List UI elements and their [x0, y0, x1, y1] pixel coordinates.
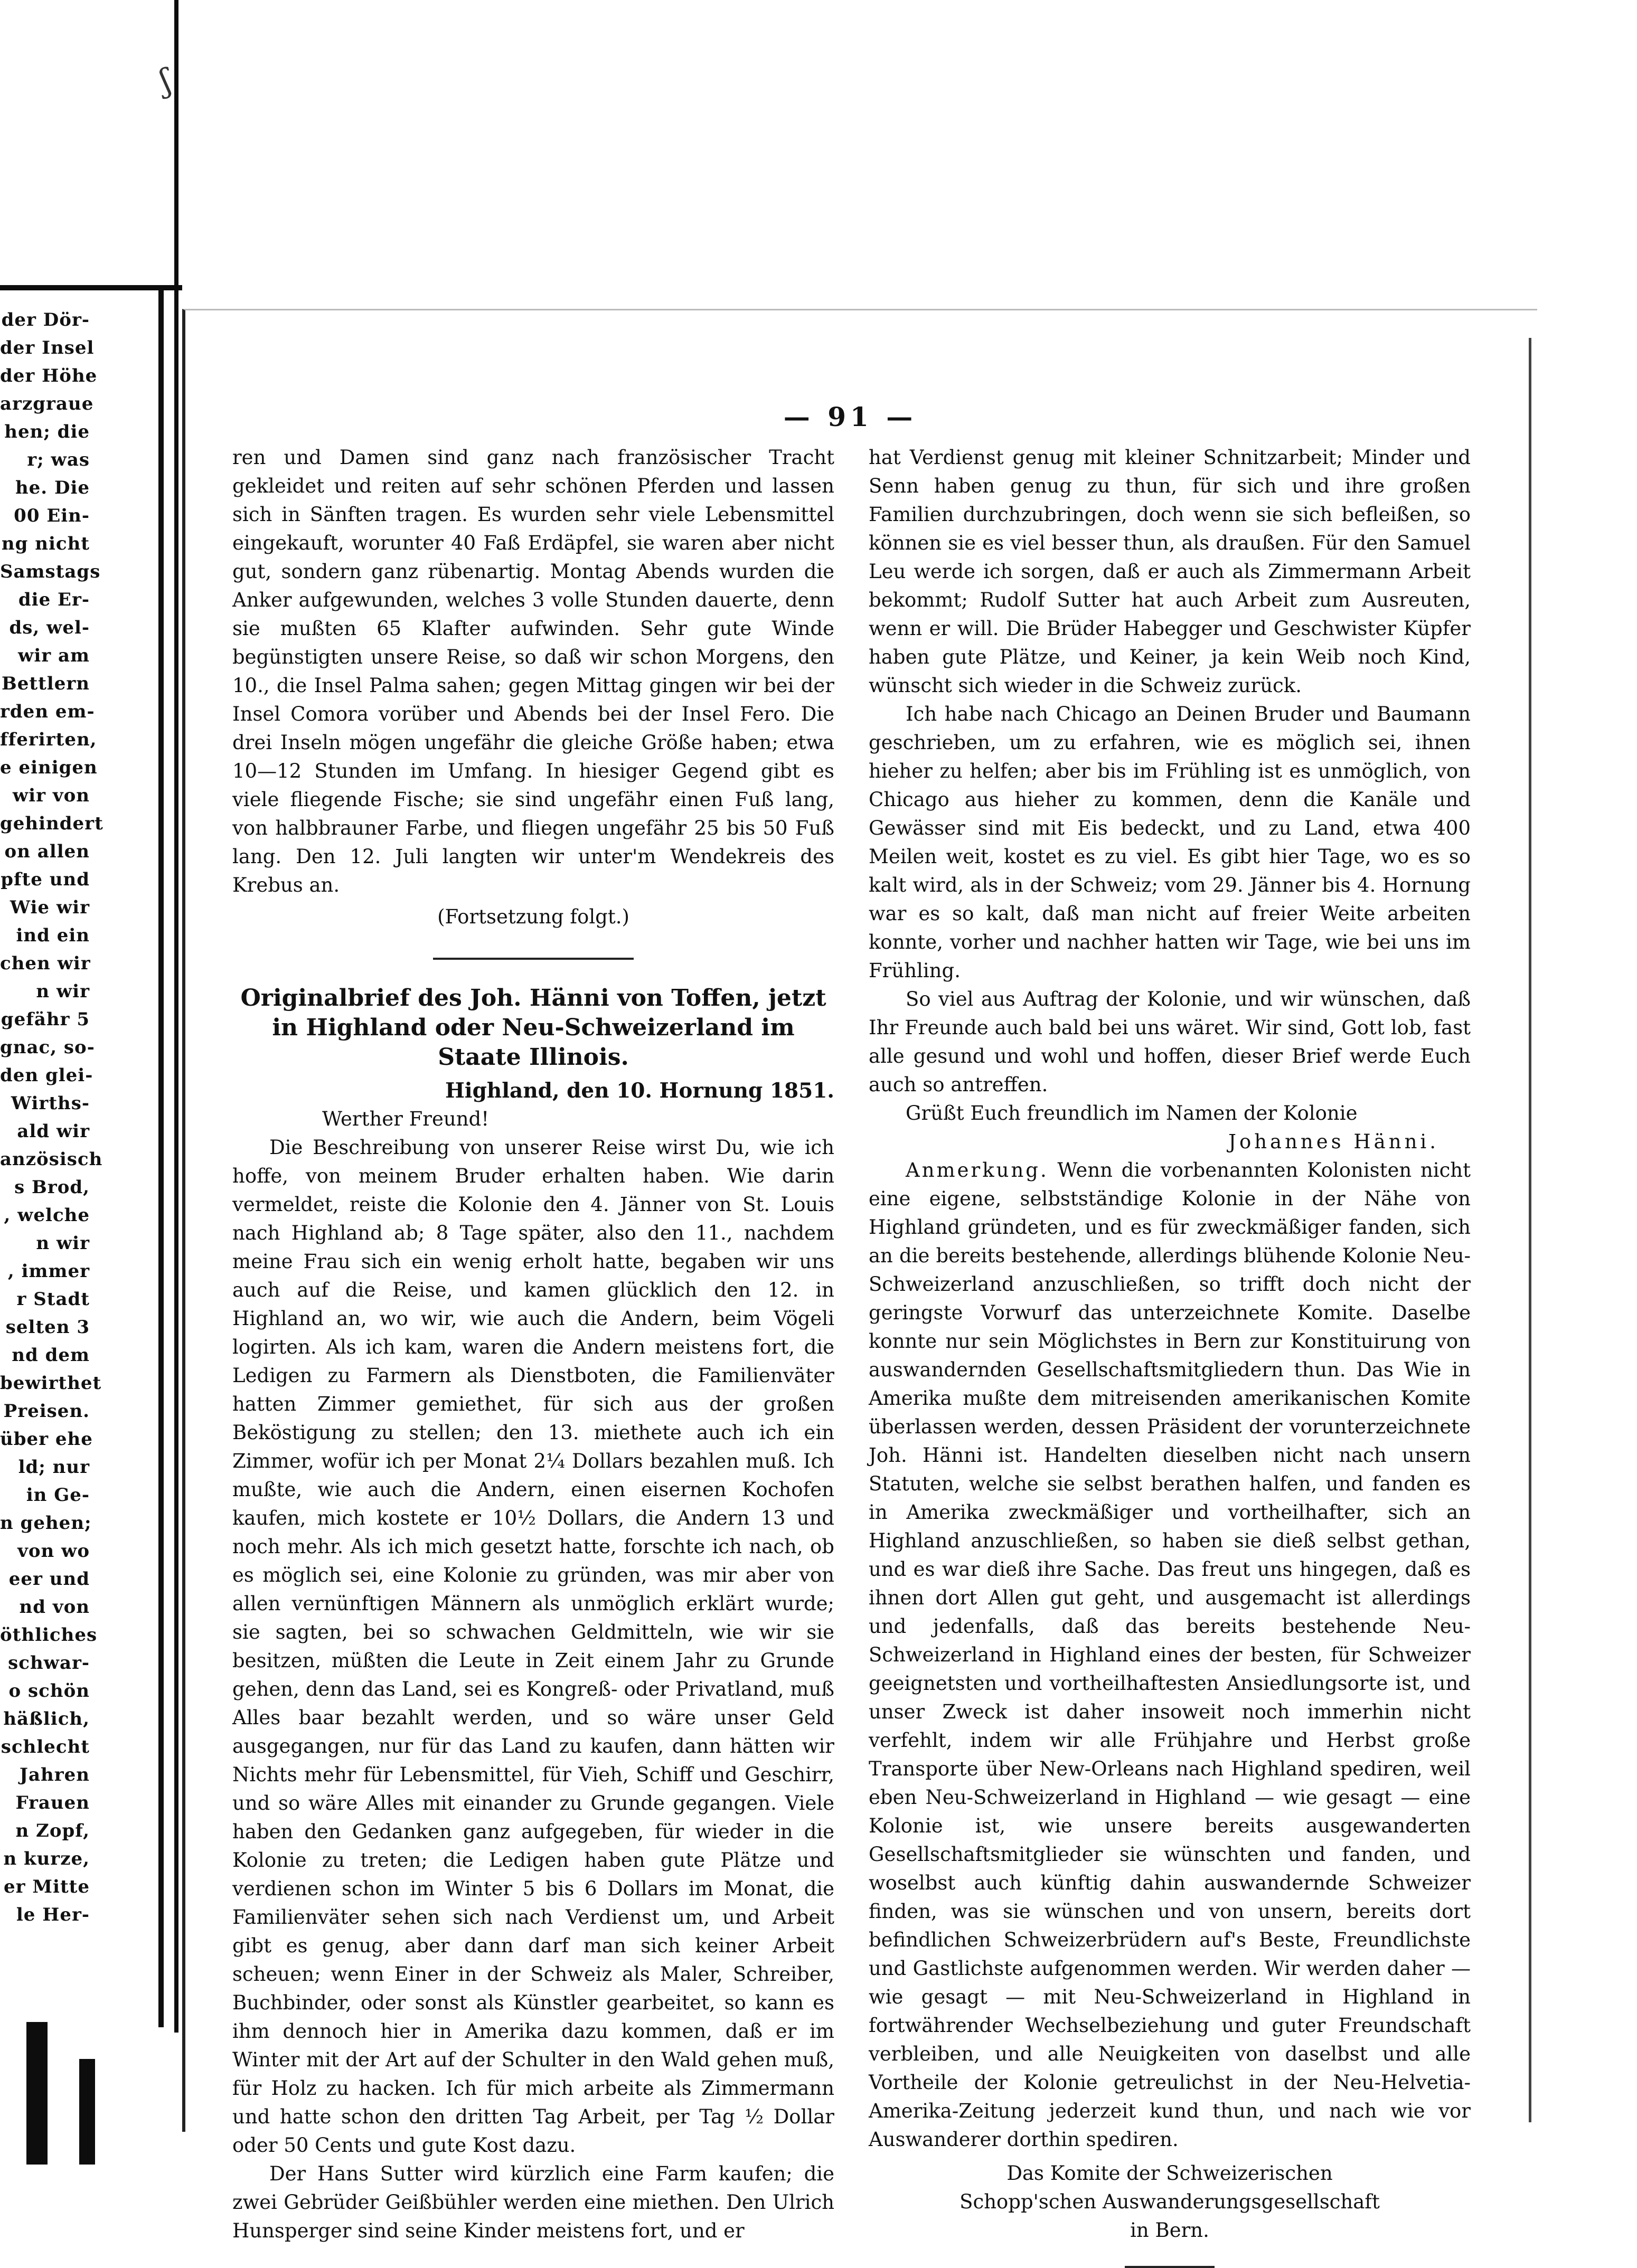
left-page-line: den glei- [0, 1065, 93, 1086]
left-page-line: r Stadt [16, 1289, 90, 1310]
left-page-line: Jahren [19, 1764, 90, 1785]
right-column [869, 443, 1471, 2268]
left-page-line: rden em- [0, 701, 95, 722]
left-page-line: schlecht [1, 1736, 90, 1757]
left-page-line: nd von [19, 1596, 90, 1618]
committee-line: Das Komite der Schweizerischen [1006, 2162, 1333, 2185]
left-page-line: ds, wel- [9, 617, 90, 638]
left-page-line: ng nicht [1, 533, 90, 554]
left-page-line: ld; nur [18, 1457, 90, 1478]
letter-paragraph: Der Hans Sutter wird kürzlich eine Farm kaufen; die zwei Gebrüder Geißbühler werden eine miethen. Den Ulrich Hunsperger sind seine Kinder meistens fort, und er [232, 2162, 834, 2242]
left-page-line: der Insel [0, 337, 95, 358]
left-page-line: wir am [18, 645, 90, 666]
left-page-line: ind ein [16, 925, 90, 946]
left-page-line: he. Die [15, 477, 90, 498]
binding-gutter-line-2 [174, 0, 178, 2033]
left-page-line: r; was [27, 449, 90, 470]
left-page-line: in Ge- [26, 1485, 90, 1506]
page-number: — 91 — [783, 401, 917, 432]
continuation-note: (Fortsetzung folgt.) [437, 905, 629, 928]
left-page-line: n wir [36, 1233, 90, 1254]
section-divider [433, 958, 634, 960]
left-page-line: hen; die [4, 421, 90, 442]
left-page-line: von wo [17, 1541, 90, 1562]
letter-paragraph: Die Beschreibung von unserer Reise wirst Du, wie ich hoffe, von meinem Bruder erhalten haben. Wie darin vermeldet, reiste die Kolonie den 4. Jänner von St. Louis nach Highland ab; 8 Tage später, also den 11., nachdem meine Frau sich ein wenig erholt hatte, begaben wir uns auch auf die Reise, und kamen glücklich den 12. in Highland an, wo wir, wie auch die Andern, beim Vögeli logirten. Als ich kam, waren die Andern meistens fort, die Ledigen zu Farmern als Dienstboten, die Familienväter hatten Zimmer gemiethet, für sich aus der großen Beköstigung zu stellen; den 13. miethete auch ich ein Zimmer, wofür ich per Monat 2¼ Dollars bezahlen muß. Ich mußte, wie auch die Andern, einen eisernen Kochofen kaufen, mich kostete er 10½ Dollars, die Andern 13 und noch mehr. Als ich mich gesetzt hatte, forschte ich nach, ob es möglich sei, eine Kolonie zu gründen, was mir aber von allen vernünftigen Männern als unmöglich erklärt wurde; sie sagten, bei so schwachen Geldmitteln, wie wir sie besitzen, müßten die Leute in Zeit einem Jahr zu Grunde gehen, denn das Land, sei es Kongreß- oder Privatland, muß Alles baar bezahlt werden, und so wäre unser Geld ausgegangen, nur für das Land zu kaufen, dann hätten wir Nichts mehr für Lebensmittel, für Vieh, Schiff und Geschirr, und so wäre Alles mit einander zu Grunde gegangen. Viele haben den Gedanken ganz aufgegeben, für wieder in die Kolonie zu treten; die Ledigen haben gute Plätze und verdienen schon im Winter 5 bis 6 Dollars im Monat, die Familienväter sehen sich nach Verdienst um, und Arbeit gibt es genug, aber dann darf man sich keiner Arbeit scheuen; wenn Einer in der Schweiz als Maler, Schreiber, Buchbinder, oder sonst als Künstler gearbeitet, so kann es ihm dennoch hier in Amerika dazu kommen, daß er im Winter mit der Art auf der Schulter in den Wald gehen muß, für Holz zu hacken. Ich für mich arbeite als Zimmermann und hatte schon den dritten Tag Arbeit, per Tag ½ Dollar oder 50 Cents und gute Kost dazu. [232, 1136, 834, 2157]
left-page-line: 00 Ein- [14, 505, 90, 526]
left-page-line: Preisen. [3, 1401, 90, 1422]
left-page-line: eer und [8, 1568, 90, 1590]
left-page-line: arzgraue [0, 393, 94, 414]
bottom-edge-shadow [26, 2022, 48, 2165]
left-page-line: wir von [12, 785, 90, 806]
binding-gutter-line [158, 285, 164, 2027]
committee-line: Schopp'schen Auswanderungsgesellschaft [959, 2190, 1380, 2213]
letter-dateline: Highland, den 10. Hornung 1851. [445, 1079, 834, 1103]
left-page-line: le Her- [16, 1904, 90, 1925]
letter-signature: Johannes Hänni. [1228, 1130, 1439, 1153]
left-page-line: Frauen [15, 1792, 90, 1813]
left-page-line: gehindert [0, 813, 104, 834]
note-text: Wenn die vorbenannten Kolonisten nicht eine eigene, selbstständige Kolonie in der Nähe von Highland gründeten, und es für zweckmäßiger fanden, sich an die bereits bestehende, allerdings blühende Kolonie Neu-Schweizerland anzuschließen, so trifft doch nicht der geringste Vorwurf das unterzeichnete Komite. Daselbe konnte nur sein Möglichstes in Bern zur Konstituirung von auswandernden Gesellschaftsmitgliedern thun. Das Wie in Amerika mußte dem mitreisenden amerikanischen Komite überlassen werden, dessen Präsident der vorunterzeichnete Joh. Hänni ist. Handelten dieselben nicht nach unsern Statuten, welche sie selbst berathen halfen, und fanden es in Amerika zweckmäßiger und vortheilhafter, sich an Highland anzuschließen, so haben sie dieß selbst gethan, und es war dieß ihre Sache. Das freut uns hingegen, daß es ihnen dort Allen gut geht, und ausgemacht ist allerdings und jedenfalls, daß das bereits bestehende Neu-Schweizerland in Highland eines der besten, für Schweizer geeignetsten und vortheilhaftesten Ansiedlungsorte ist, und unser Zweck ist daher insoweit noch immerhin nicht verfehlt, indem wir alle Frühjahre und Herbst große Transporte über New-Orleans nach Highland spediren, weil eben Neu-Schweizerland in Highland — wie gesagt — eine Kolonie ist, wie unsere bereits ausgewanderten Gesellschaftsmitglieder sie wünschten und fanden, und woselbst auch künftig dahin auswandernde Schweizer finden, was sie wünschen und von unsern, bereits dort befindlichen Schweizerbrüdern auf's Beste, Freundlichste und Gastlichste aufgenommen werden. Wir werden daher — wie gesagt — mit Neu-Schweizerland in Highland in fortwährender Wechselbeziehung und guter Freundschaft verbleiben, und alle Neuigkeiten von daselbst und alle Vortheile der Kolonie getreulichst in der Neu-Helvetia-Amerika-Zeitung jederzeit kund thun, und nach wie vor Auswanderer dorthin spediren. [869, 1159, 1471, 2151]
left-page-line: er Mitte [4, 1876, 90, 1897]
left-page-line: pfte und [1, 869, 90, 890]
left-page-line: fferirten, [0, 729, 97, 750]
left-page-line: ald wir [17, 1121, 90, 1142]
left-page-line: gefähr 5 [1, 1009, 90, 1030]
margin-mark: ʃ [156, 62, 175, 100]
left-page-line: häßlich, [3, 1708, 90, 1730]
left-page-line: , immer [7, 1261, 90, 1282]
letter-closing: Grüßt Euch freundlich im Namen der Kolonie [906, 1102, 1358, 1124]
left-page-line: über ehe [0, 1429, 93, 1450]
letter-salutation: Werther Freund! [322, 1108, 490, 1130]
letter-paragraph: Ich habe nach Chicago an Deinen Bruder und Baumann geschrieben, um zu erfahren, wie es möglich sei, ihnen hieher zu helfen; aber bis im Frühling ist es unmöglich, von Chicago aus hieher zu kommen, denn die Kanäle und Gewässer sind mit Eis bedeckt, und zu Land, etwa 400 Meilen weit, kostet es zu viel. Es gibt hier Tage, wo es so kalt wird, als in der Schweiz; vom 29. Jänner bis 4. Hornung war es so kalt, daß man nicht auf freier Weite arbeiten konnte, vorher und nachher hatten wir Tage, wie bei uns im Frühling. [869, 703, 1471, 982]
left-page-line: öthliches [0, 1624, 98, 1646]
bottom-edge-shadow-2 [79, 2059, 95, 2165]
note-label: Anmerkung. [906, 1159, 1049, 1182]
left-page-line: anzösisch [0, 1149, 103, 1170]
left-page-line: o schön [8, 1680, 90, 1702]
travel-text: ren und Damen sind ganz nach französischer Tracht gekleidet und reiten auf sehr schönen Pferden und lassen sich in Sänften tragen. Es wurden sehr viele Lebensmittel eingekauft, worunter 40 Faß Erdäpfel, sie waren aber nicht gut, sondern ganz rübenartig. Montag Abends wurden die Anker aufgewunden, welches 3 volle Stunden dauerte, denn sie mußten 65 Klafter aufwinden. Sehr gute Winde begünstigten unsere Reise, so daß wir schon Morgens, den 10., die Insel Palma sahen; gegen Mittag gingen wir bei der Insel Comora vorüber und Abends bei der Insel Fero. Die drei Inseln mögen ungefähr die gleiche Größe haben; etwa 10—12 Stunden im Umfang. In hiesiger Gegend gibt es viele fliegende Fische; sie sind ungefähr einen Fuß lang, von halbbrauner Farbe, und fliegen ungefähr 25 bis 50 Fuß lang. Den 12. Juli langten wir unter'm Wendekreis des Krebus an. [232, 446, 834, 896]
left-page-line: chen wir [0, 953, 91, 974]
editor-note [869, 1156, 1471, 2154]
committee-signature [869, 2159, 1471, 2245]
left-page-line: on allen [4, 841, 90, 862]
left-page-line: selten 3 [5, 1317, 90, 1338]
left-page-line: n wir [36, 981, 90, 1002]
left-page-line: der Höhe [0, 365, 98, 386]
end-rule [1125, 2266, 1215, 2268]
left-page-line: n gehen; [0, 1513, 92, 1534]
left-page-fragment [0, 306, 104, 2022]
binding-shadow-top [0, 285, 182, 290]
left-page-line: die Er- [18, 589, 90, 610]
left-page-line: Samstags [0, 561, 101, 582]
left-page-line: bewirthet [0, 1373, 102, 1394]
left-page-line: nd dem [12, 1345, 90, 1366]
letter-title: Originalbrief des Joh. Hänni von Toffen, jetzt in Highland oder Neu-Schweizerland im Staate Illinois. [240, 985, 826, 1071]
left-page-line: n kurze, [3, 1848, 90, 1869]
left-page-line: der Dör- [1, 309, 90, 330]
left-page-line: , welche [4, 1205, 90, 1226]
left-page-line: Wie wir [10, 897, 90, 918]
left-page-line: n Zopf, [15, 1820, 90, 1841]
left-page-line: schwar- [8, 1652, 90, 1674]
letter-paragraph: hat Verdienst genug mit kleiner Schnitzarbeit; Minder und Senn haben genug zu thun, für sich und ihre großen Familien durchzubringen, doch wenn sie sich befleißen, so können sie es viel besser thun, als draußen. Für den Samuel Leu werde ich sorgen, daß er auch als Zimmermann Arbeit bekommt; Rudolf Sutter hat auch Arbeit zum Ausreuten, wenn er will. Die Brüder Habegger und Geschwister Küpfer haben gute Plätze, und Keiner, ja kein Weib noch Kind, wünscht sich wieder in die Schweiz zurück. [869, 446, 1471, 697]
left-page-line: s Brod, [14, 1177, 90, 1198]
letter-paragraph: So viel aus Auftrag der Kolonie, und wir wünschen, daß Ihr Freunde auch bald bei uns wäret. Wir sind, Gott lob, fast alle gesund und wohl und hoffen, dieser Brief werde Euch auch so antreffen. [869, 988, 1471, 1096]
left-page-line: e einigen [0, 757, 98, 778]
left-page-line: Bettlern [2, 673, 90, 694]
left-page-line: Wirths- [11, 1093, 90, 1114]
left-page-line: gnac, so- [0, 1037, 95, 1058]
committee-line: in Bern. [1130, 2219, 1209, 2242]
left-column [232, 443, 834, 2245]
